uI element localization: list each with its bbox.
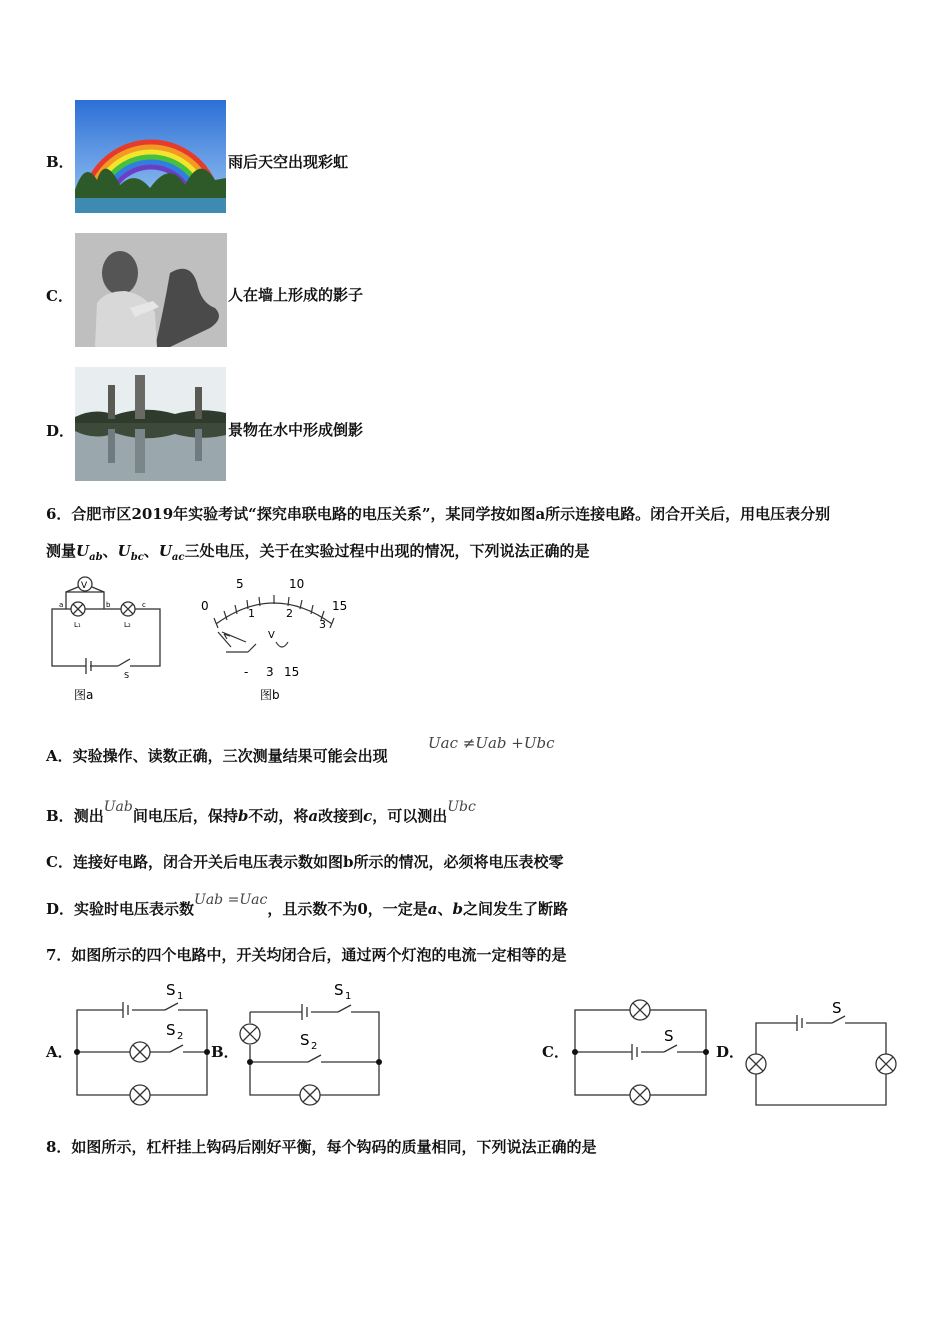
q6-option-b-text4: ，可以测出 [372, 807, 448, 825]
fig-a-voltmeter-label: V [81, 581, 88, 591]
q6-option-d-text1: ，且示数不为0，一定是 [267, 900, 428, 918]
q7-option-a-letter: A． [46, 1043, 73, 1061]
q8-stem: 8．如图所示，杠杆挂上钩码后刚好平衡，每个钩码的质量相同，下列说法正确的是 [46, 1138, 597, 1156]
q6-option-d-var-a: a [427, 900, 438, 918]
q6-sep: 、 [102, 542, 118, 560]
fig-b-tick-2: 2 [286, 607, 293, 620]
fig-a-point-c: c [142, 601, 146, 609]
fig-b-tick-5: 5 [236, 577, 244, 591]
q6-option-b [46, 799, 476, 827]
q7-circuit-a [70, 975, 215, 1110]
reflection-photo-icon [75, 367, 226, 481]
q6-option-c [46, 852, 563, 872]
q6-option-a-formula: Uac ≠Uab +Ubc [428, 734, 555, 752]
q7-a-s2-sub: 2 [177, 1031, 184, 1042]
q6-var-sub: ac [171, 552, 185, 563]
option-c-letter: C． [46, 287, 73, 305]
fig-b-v-label: V [268, 630, 275, 641]
figure-b-voltmeter [196, 572, 356, 704]
q6-var-sub: bc [130, 552, 144, 563]
q7-d-s: S [832, 999, 842, 1017]
figure-a-circuit [44, 572, 174, 704]
fig-b-tick-10: 10 [289, 577, 305, 591]
q7-circuit-d [740, 995, 905, 1110]
q6-option-c-text: 连接好电路，闭合开关后电压表示数如图b所示的情况，必须将电压表校零 [72, 853, 564, 871]
q6-option-d [46, 892, 569, 920]
q6-option-d-sep: 、 [437, 900, 453, 918]
q6-option-c-letter: C． [46, 853, 73, 871]
fig-a-point-a: a [59, 601, 64, 609]
q6-option-b-formula2: Ubc [447, 799, 476, 815]
fig-a-point-b: b [106, 601, 111, 609]
rainbow-photo-icon [75, 100, 226, 213]
q6-option-b-text2: 不动，将 [248, 807, 309, 825]
q6-option-d-letter: D． [46, 900, 75, 918]
q6-option-b-text3: 改接到 [318, 807, 364, 825]
q7-b-s2: S [300, 1031, 310, 1049]
q6-option-b-text1: 间电压后，保持 [132, 807, 238, 825]
q7-circuit-b [234, 975, 386, 1110]
q6-option-b-letter: B． [46, 807, 74, 825]
q6-var-u: U [76, 542, 90, 560]
fig-b-tick-0: 0 [201, 599, 209, 613]
q6-option-d-formula: Uab =Uac [194, 892, 268, 908]
q7-option-c-letter: C． [542, 1043, 569, 1061]
q6-option-b-var-a: a [308, 807, 319, 825]
q6-stem-line2 [46, 541, 590, 568]
fig-b-term-3: 3 [266, 665, 274, 679]
q6-option-d-text2: 之间发生了断路 [463, 900, 569, 918]
q7-b-s2-sub: 2 [311, 1041, 318, 1052]
q7-option-b-letter: B． [211, 1043, 239, 1061]
q6-option-b-pre: 测出 [73, 807, 104, 825]
option-c-text: 人在墙上形成的影子 [228, 286, 364, 304]
fig-b-tick-15: 15 [332, 599, 348, 613]
q6-var-sub: ab [89, 552, 103, 563]
q6-option-d-pre: 实验时电压表示数 [74, 900, 195, 918]
fig-a-l1: L₁ [74, 621, 81, 629]
q6-option-b-formula1: Uab [103, 799, 133, 815]
fig-b-caption: 图b [260, 688, 280, 702]
fig-b-term-15: 15 [284, 665, 300, 679]
q6-sep: 、 [143, 542, 159, 560]
q6-option-d-var-b: b [452, 900, 464, 918]
q6-option-b-var-b: b [237, 807, 249, 825]
option-d-text: 景物在水中形成倒影 [228, 421, 364, 439]
shadow-photo-icon [75, 233, 227, 347]
q7-b-s1-sub: 1 [345, 991, 352, 1002]
q7-c-s: S [664, 1027, 674, 1045]
q7-b-s1: S [334, 981, 344, 999]
fig-a-caption: 图a [74, 688, 94, 702]
q7-stem: 7．如图所示的四个电路中，开关均闭合后，通过两个灯泡的电流一定相等的是 [46, 946, 567, 964]
q6-option-a-letter: A． [46, 747, 73, 765]
q6-var-u: U [158, 542, 172, 560]
fig-b-tick-3: 3 [319, 618, 326, 631]
q6-option-b-var-c: c [363, 807, 373, 825]
q7-a-s2: S [166, 1021, 176, 1039]
q6-var-u: U [117, 542, 131, 560]
q6-option-a [46, 746, 388, 766]
q7-a-s1: S [166, 981, 176, 999]
q6-stem-line1: 6．合肥市区2019年实验考试“探究串联电路的电压关系”，某同学按如图a所示连接电路。闭合开关后，用电压表分别 [46, 505, 831, 523]
fig-b-tick-1: 1 [248, 607, 255, 620]
q6-stem-suffix: 三处电压，关于在实验过程中出现的情况，下列说法正确的是 [184, 542, 590, 560]
q6-stem-prefix: 测量 [46, 542, 77, 560]
q7-a-s1-sub: 1 [177, 991, 184, 1002]
fig-b-minus: - [244, 665, 249, 679]
fig-a-l2: L₂ [124, 621, 131, 629]
q7-option-d-letter: D． [716, 1043, 745, 1061]
option-b-letter: B． [46, 153, 74, 171]
q7-circuit-c [566, 995, 716, 1110]
option-d-letter: D． [46, 422, 75, 440]
q6-option-a-text: 实验操作、读数正确，三次测量结果可能会出现 [72, 747, 388, 765]
option-b-text: 雨后天空出现彩虹 [228, 153, 349, 171]
fig-a-switch-s: S [124, 671, 130, 680]
